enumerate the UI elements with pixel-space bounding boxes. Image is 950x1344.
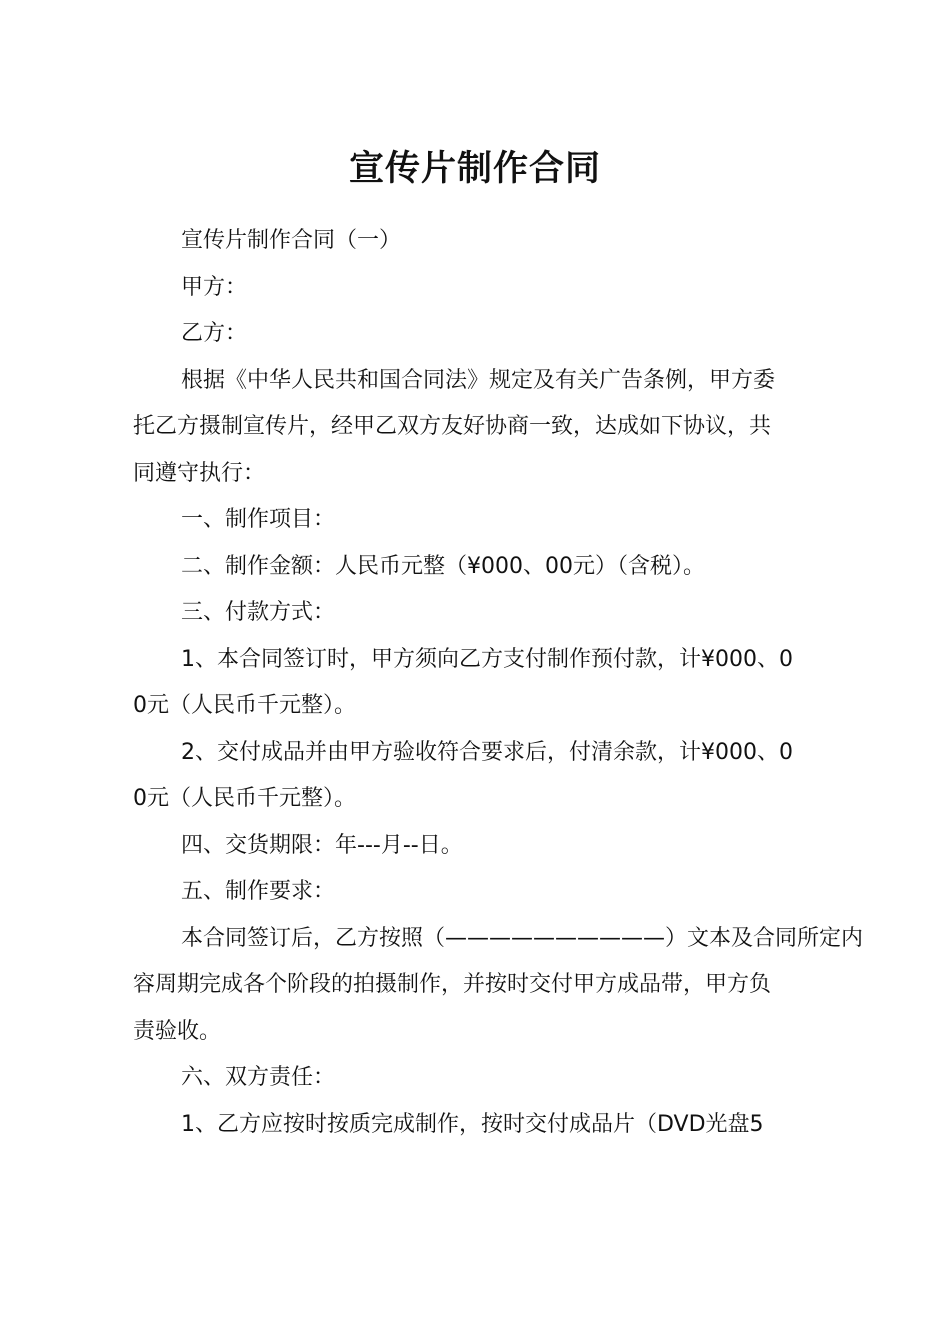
payment-clause-2-line-2: 0元（人民币千元整）。 [133,786,356,811]
responsibility-clause-1-line-1: 1、乙方应按时按质完成制作，按时交付成品片（DVD光盘5 [181,1112,764,1137]
requirement-line-1: 本合同签订后，乙方按照（——————————）文本及合同所定内 [181,926,864,951]
requirement-line-3: 责验收。 [133,1019,222,1044]
preamble-line-2: 托乙方摄制宣传片，经甲乙双方友好协商一致，达成如下协议，共 [133,414,772,439]
document-title: 宣传片制作合同 [348,149,601,189]
party-b-line: 乙方： [181,321,248,346]
payment-clause-1-line-1: 1、本合同签订时，甲方须向乙方支付制作预付款，计¥000、0 [181,647,793,672]
section-6-heading: 六、双方责任： [181,1065,336,1090]
requirement-line-2: 容周期完成各个阶段的拍摄制作，并按时交付甲方成品带，甲方负 [133,972,772,997]
preamble-line-1: 根据《中华人民共和国合同法》规定及有关广告条例，甲方委 [181,368,776,393]
section-4-heading: 四、交货期限：年---月--日。 [181,833,463,858]
section-3-heading: 三、付款方式： [181,600,336,625]
payment-clause-1-line-2: 0元（人民币千元整）。 [133,693,356,718]
subtitle-line: 宣传片制作合同（一） [181,228,402,253]
party-a-line: 甲方： [181,275,248,300]
preamble-line-3: 同遵守执行： [133,461,266,486]
section-5-heading: 五、制作要求： [181,879,336,904]
payment-clause-2-line-1: 2、交付成品并由甲方验收符合要求后，付清余款，计¥000、0 [181,740,793,765]
section-2-heading: 二、制作金额：人民币元整（¥000、00元）（含税）。 [181,554,705,579]
section-1-heading: 一、制作项目： [181,507,336,532]
